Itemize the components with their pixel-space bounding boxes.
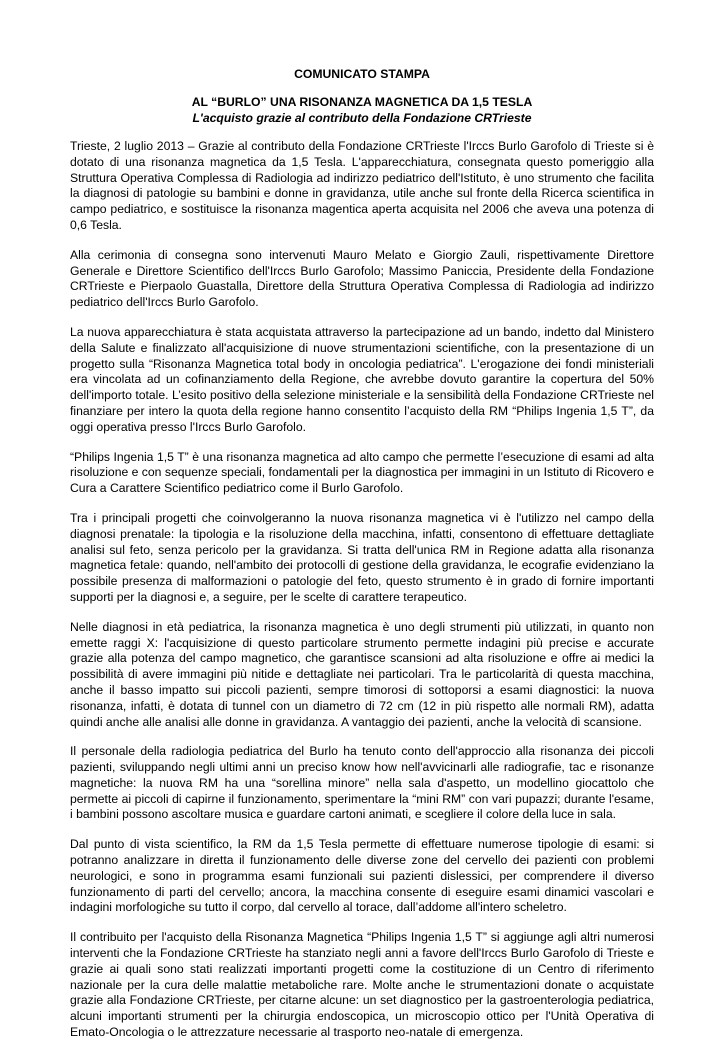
paragraph-device: “Philips Ingenia 1,5 T” è una risonanza magnetica ad alto campo che permette l’esecuzione di esami ad alta risoluzione e con sequenze speciali, fondamentali per la diagnostica per immagini in un Istituto di Ricovero e Cura a Carattere Scientifico pediatrico come il Burlo Garofolo. [70, 449, 654, 496]
paragraph-intro: Trieste, 2 luglio 2013 – Grazie al contributo della Fondazione CRTrieste l'Irccs Burlo Garofolo di Trieste si è dotato di una risonanza magnetica da 1,5 Tesla. L'apparecchiatura, consegnata questo pomeriggio alla Struttura Operativa Complessa di Radiologia ad indirizzo pediatrico dell'Istituto, è uno strumento che facilita la diagnosi di patologie su bambini e donne in gravidanza, utile anche sul fronte della Ricerca scientifica in campo pediatrico, e sostituisce la risonanza magentica aperta acquisita nel 2006 che aveva una potenza di 0,6 Tesla. [70, 139, 654, 232]
paragraph-prenatal: Tra i principali progetti che coinvolgeranno la nuova risonanza magnetica vi è l'utilizzo nel campo della diagnosi prenatale: la tipologia e la risoluzione della macchina, infatti, consentono di effettuare dettagliate analisi sul feto, senza pericolo per la gravidanza. Si tratta dell'unica RM in Regione adatta alla risonanza magnetica fetale: quando, nell'ambito dei protocolli di gestione della gravidanza, le ecografie evidenziano la possibile presenza di malformazioni o patologie del feto, questo strumento è in grado di fornire importanti supporti per la diagnosi e, a seguire, per le scelte di carattere terapeutico. [70, 510, 654, 604]
paragraph-pediatric: Nelle diagnosi in età pediatrica, la risonanza magnetica è uno degli strumenti più utilizzati, in quanto non emette raggi X: l'acquisizione di questo particolare strumento permette indagini più precise e accurate grazie alla potenza del campo magnetico, che garantisce scansioni ad alta risoluzione e offre ai medici la possibilità di avere immagini più nitide e dettagliate nei particolari. Tra le particolarità di questa macchina, anche il basso impatto sui piccoli pazienti, sempre timorosi di sottoporsi a esami diagnostici: la nuova risonanza, infatti, è dotata di tunnel con un diametro di 72 cm (12 in più rispetto alle normali RM), adatta quindi anche alle analisi alle donne in gravidanza. A vantaggio dei pazienti, anche la velocità di scansione. [70, 619, 654, 729]
document-label: COMUNICATO STAMPA [294, 67, 430, 81]
document-subtitle: L'acquisto grazie al contributo della Fondazione CRTrieste [192, 111, 532, 125]
press-release-page [70, 66, 654, 1055]
paragraph-staff: Il personale della radiologia pediatrica del Burlo ha tenuto conto dell'approccio alla risonanza dei piccoli pazienti, sviluppando negli ultimi anni un preciso know how nell'avvicinarli alle radiografie, tac e risonanze magnetiche: la nuova RM ha una “sorellina minore” nella sala d'aspetto, un modellino giocattolo che permette ai piccoli di capirne il funzionamento, sperimentare la “mini RM” con vari pupazzi; durante l'esame, i bambini possono ascoltare musica e guardare cartoni animati, e scegliere il colore della luce in sala. [70, 744, 654, 822]
paragraph-scientific: Dal punto di vista scientifico, la RM da 1,5 Tesla permette di effettuare numerose tipologie di esami: si potranno analizzare in diretta il funzionamento delle diverse zone del cervello dei pazienti con problemi neurologici, e sono in programma esami funzionali sui pazienti dislessici, per comprendere il diverso funzionamento di parti del cervello; ancora, la macchina consente di eseguire esami dinamici vascolari e indagini morfologiche su tutto il corpo, dal cervello al torace, dall’addome all'intero scheletro. [70, 837, 654, 915]
document-title: AL “BURLO” UNA RISONANZA MAGNETICA DA 1,5 TESLA [191, 95, 533, 109]
paragraph-ceremony: Alla cerimonia di consegna sono intervenuti Mauro Melato e Giorgio Zauli, rispettivamente Direttore Generale e Direttore Scientifico dell'Irccs Burlo Garofolo; Massimo Paniccia, Presidente della Fondazione CRTrieste e Pierpaolo Guastalla, Direttore della Struttura Operativa Complessa di Radiologia ad indirizzo pediatrico dell'Irccs Burlo Garofolo. [70, 247, 654, 310]
paragraph-funding: La nuova apparecchiatura è stata acquistata attraverso la partecipazione ad un bando, indetto dal Ministero della Salute e finalizzato all'acquisizione di nuove strumentazioni scientifiche, con la presentazione di un progetto sulla “Risonanza Magnetica total body in oncologia pediatrica”. L'erogazione dei fondi ministeriali era vincolata ad un cofinanziamento della Regione, che avrebbe dovuto garantire la copertura del 50% dell'importo totale. L’esito positivo della selezione ministeriale e la sensibilità della Fondazione CRTrieste nel finanziare per intero la quota della regione hanno consentito l’acquisto della RM “Philips Ingenia 1,5 T”, da oggi operativa presso l'Irccs Burlo Garofolo. [70, 324, 654, 434]
paragraph-contribution: Il contribuito per l'acquisto della Risonanza Magnetica “Philips Ingenia 1,5 T” si aggiunge agli altri numerosi interventi che la Fondazione CRTrieste ha stanziato negli anni a favore dell'Irccs Burlo Garofolo di Trieste e grazie ai quali sono stati realizzati importanti progetti come la costituzione di un Centro di riferimento nazionale per la cura delle malattie metaboliche rare. Molte anche le strumentazioni donate o acquistate grazie alla Fondazione CRTrieste, per citarne alcune: un set diagnostico per la gastroenterologia pediatrica, alcuni importanti strumenti per la chirurgia endoscopica, un microscopio ottico per l'Unità Operativa di Emato-Oncologia o le attrezzature necessarie al trasporto neo-natale di emergenza. [70, 930, 654, 1040]
